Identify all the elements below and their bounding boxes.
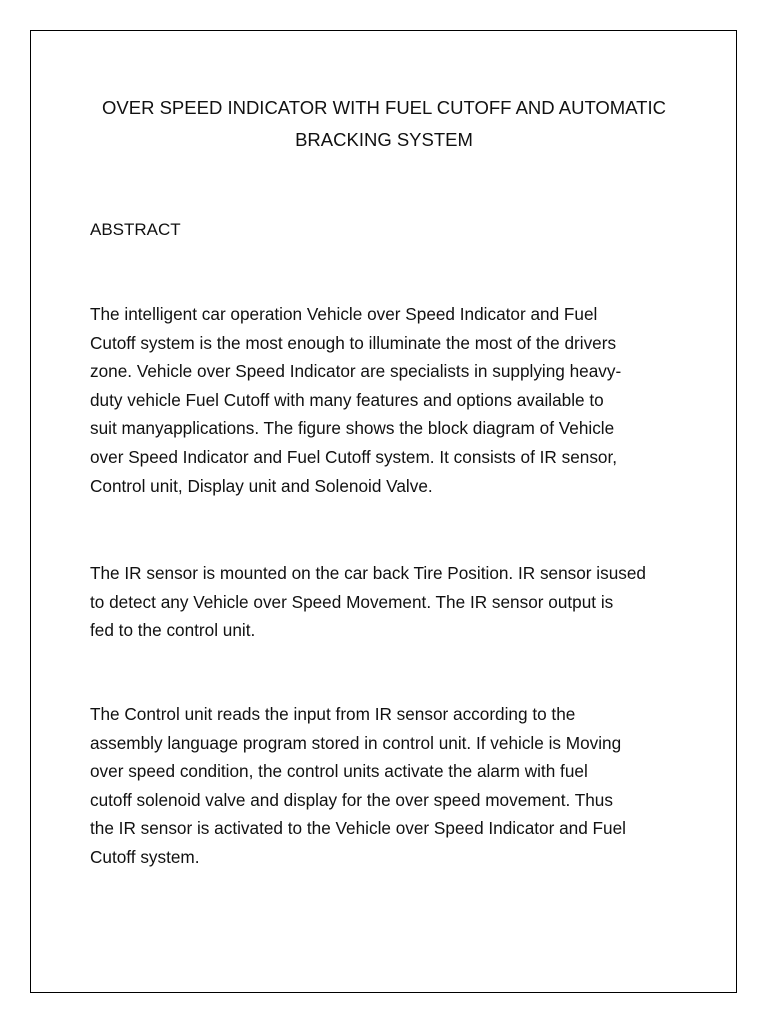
title-line: BRACKING SYSTEM [295, 129, 473, 150]
document-title [60, 92, 708, 156]
paragraph-line: Cutoff system is the most enough to illuminate the most of the drivers [90, 332, 617, 353]
paragraph-line: to detect any Vehicle over Speed Movement. The IR sensor output is [90, 591, 614, 612]
paragraph-line: The IR sensor is mounted on the car back Tire Position. IR sensor isused [90, 563, 646, 583]
section-heading-abstract: ABSTRACT [90, 220, 181, 239]
paragraph-line: Cutoff system. [90, 846, 200, 867]
paragraph-line: The intelligent car operation Vehicle over Speed Indicator and Fuel [90, 304, 598, 324]
paragraph-line: Control unit, Display unit and Solenoid Valve. [90, 475, 433, 496]
abstract-paragraph-1 [90, 300, 680, 500]
abstract-paragraph-3 [90, 700, 680, 872]
paragraph-line: duty vehicle Fuel Cutoff with many features and options available to [90, 389, 604, 410]
paragraph-line: the IR sensor is activated to the Vehicle over Speed Indicator and Fuel [90, 818, 626, 839]
paragraph-line: over Speed Indicator and Fuel Cutoff system. It consists of IR sensor, [90, 446, 618, 467]
paragraph-line: assembly language program stored in control unit. If vehicle is Moving [90, 732, 622, 753]
paragraph-line: suit manyapplications. The figure shows the block diagram of Vehicle [90, 418, 615, 439]
paragraph-line: over speed condition, the control units activate the alarm with fuel [90, 761, 588, 782]
paragraph-line: cutoff solenoid valve and display for the over speed movement. Thus [90, 789, 613, 810]
paragraph-line: The Control unit reads the input from IR sensor according to the [90, 704, 576, 724]
title-line: OVER SPEED INDICATOR WITH FUEL CUTOFF AND AUTOMATIC [102, 97, 666, 118]
paragraph-line: fed to the control unit. [90, 620, 256, 641]
abstract-paragraph-2 [90, 559, 680, 645]
paragraph-line: zone. Vehicle over Speed Indicator are specialists in supplying heavy- [90, 361, 622, 382]
